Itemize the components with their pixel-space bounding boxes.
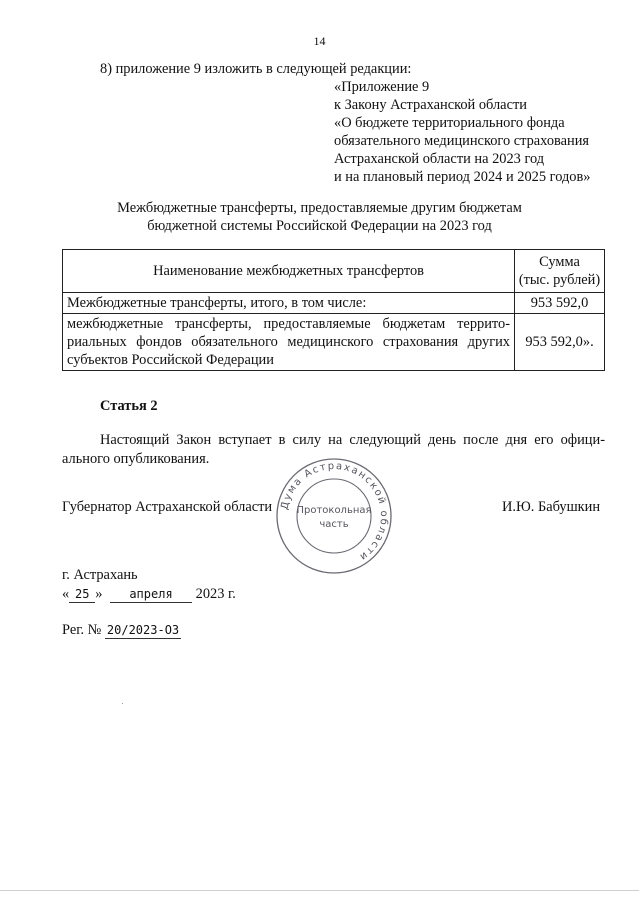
stamp-outer-ring	[277, 459, 391, 573]
article-heading: Статья 2	[100, 398, 158, 414]
appendix-header-line: «О бюджете территориального фонда	[334, 115, 565, 131]
article-body-line: Настоящий Закон вступает в силу на следующий день после дня его офици-	[100, 432, 605, 448]
table-cell-line: субъектов Российской Федерации	[67, 352, 274, 368]
appendix-header-line: к Закону Астраханской области	[334, 97, 527, 113]
table-cell-name: Межбюджетные трансферты, итого, в том числе:	[63, 293, 515, 314]
governor-name: И.Ю. Бабушкин	[502, 499, 601, 515]
table-row	[63, 314, 605, 371]
table-cell-name	[63, 314, 515, 371]
stamp-center-line: Протокольная	[296, 505, 372, 516]
registration-number: 20/2023-ОЗ	[106, 623, 180, 637]
date-month: апреля	[110, 586, 192, 603]
appendix-header-line: Астраханской области на 2023 год	[334, 151, 545, 167]
table-cell-sum: 953 592,0	[515, 293, 605, 314]
column-header-sum-line: Сумма	[539, 254, 580, 270]
column-header-sum-unit: (тыс. рублей)	[518, 272, 601, 288]
date-close-quote: »	[95, 586, 103, 602]
stamp-ring-text: Дума Астраханской области	[279, 460, 390, 563]
governor-title: Губернатор Астраханской области	[62, 499, 273, 515]
amendment-instruction: 8) приложение 9 изложить в следующей редакции:	[100, 61, 412, 77]
table-cell-line: риальных фондов обязательного медицинского страхования других	[67, 334, 510, 350]
appendix-header-line: и на плановый период 2024 и 2025 годов»	[334, 169, 591, 185]
page-number: 14	[313, 34, 326, 48]
date-open-quote: «	[62, 586, 70, 602]
date-day: 25	[69, 586, 95, 603]
column-header-name: Наименование межбюджетных трансфертов	[63, 250, 515, 293]
registration-label: Рег. №	[62, 622, 102, 638]
table-cell-sum: 953 592,0».	[515, 314, 605, 371]
table-title-line: Межбюджетные трансферты, предоставляемые другим бюджетам	[117, 200, 522, 216]
date-year: 2023 г.	[195, 586, 236, 602]
appendix-header-line: обязательного медицинского страхования	[334, 133, 590, 149]
city: г. Астрахань	[62, 567, 138, 583]
stray-mark	[122, 703, 123, 704]
footer-rule	[0, 890, 639, 891]
stamp-center-line: часть	[319, 519, 349, 530]
column-header-sum	[515, 250, 605, 293]
stamp-inner-ring	[297, 479, 371, 553]
registration-line	[62, 621, 181, 639]
table-header-row	[63, 250, 605, 293]
appendix-header-line: «Приложение 9	[334, 79, 430, 95]
table-row	[63, 293, 605, 314]
date-line	[62, 585, 236, 603]
article-body-line: ального опубликования.	[62, 451, 210, 467]
transfers-table	[62, 249, 605, 371]
official-stamp	[274, 456, 394, 576]
table-cell-line: межбюджетные трансферты, предоставляемые бюджетам террито-	[67, 316, 510, 332]
table-title-line: бюджетной системы Российской Федерации на 2023 год	[147, 218, 492, 234]
